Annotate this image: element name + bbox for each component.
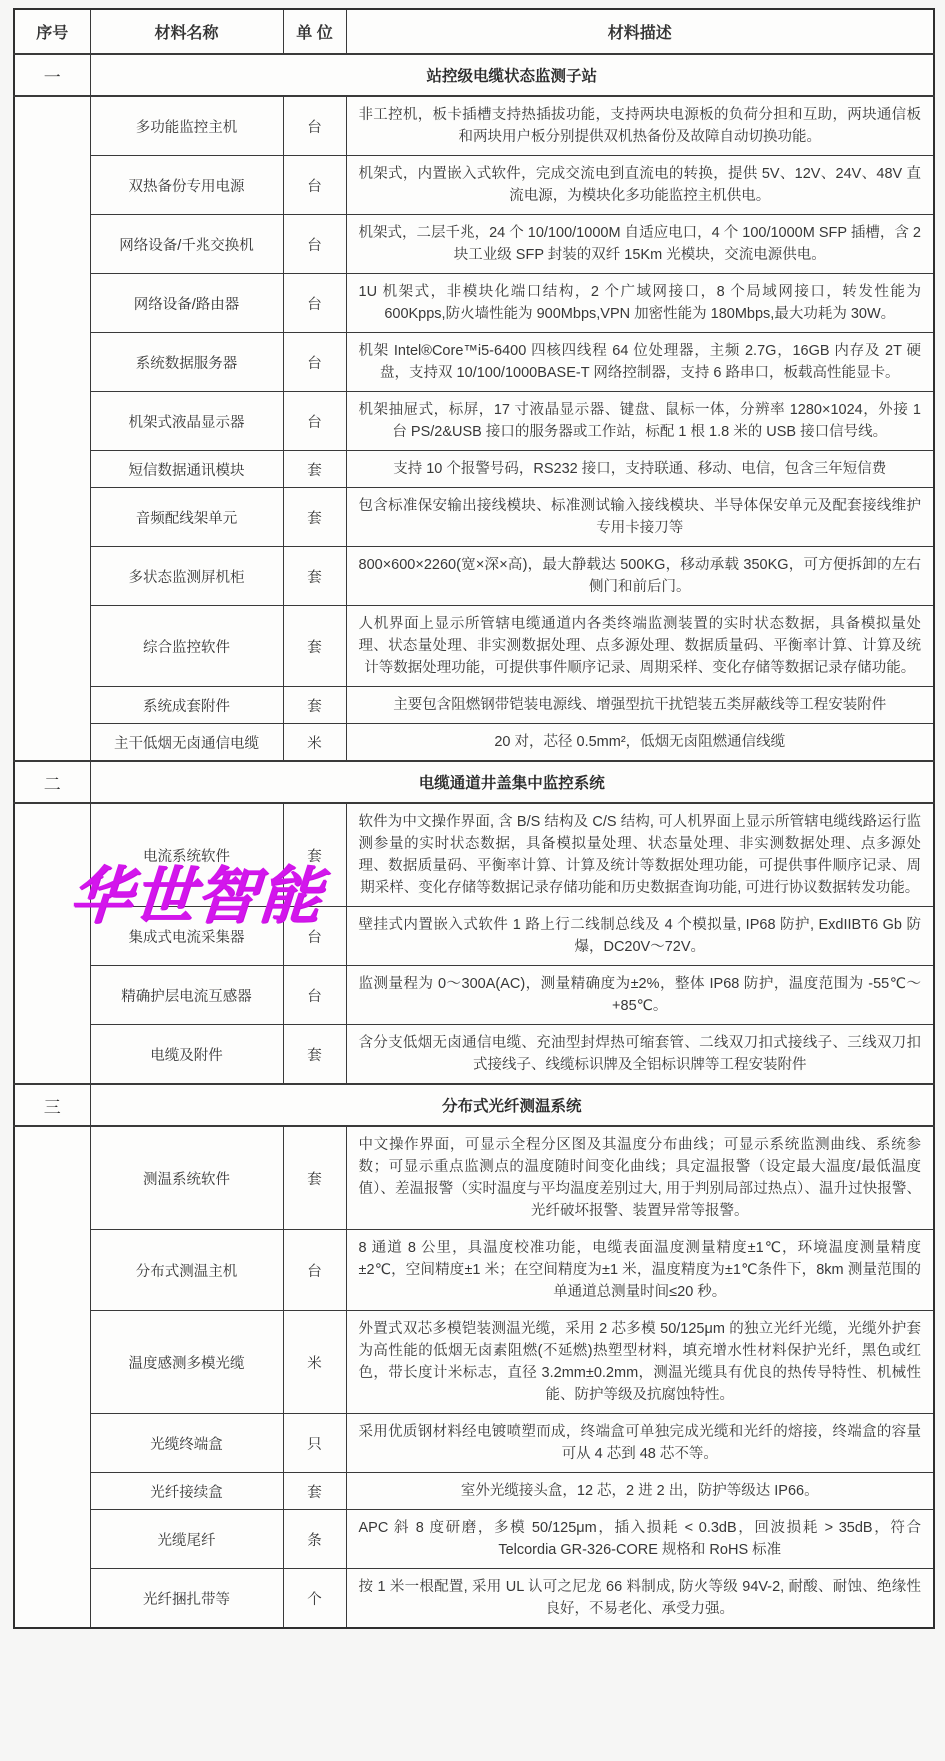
- section-title: 电缆通道井盖集中监控系统: [90, 761, 934, 803]
- section-title: 站控级电缆状态监测子站: [90, 54, 934, 96]
- material-name-cell: 电流系统软件: [90, 803, 283, 907]
- material-name-cell: 短信数据通讯模块: [90, 451, 283, 488]
- row-seq-cell: [14, 803, 90, 1084]
- material-row: [14, 1510, 934, 1569]
- material-unit-cell: 台: [283, 274, 346, 333]
- material-unit-cell: 台: [283, 333, 346, 392]
- material-row: [14, 1311, 934, 1414]
- material-name-cell: 光缆尾纤: [90, 1510, 283, 1569]
- material-name-cell: 音频配线架单元: [90, 488, 283, 547]
- material-unit-cell: 台: [283, 966, 346, 1025]
- material-name-cell: 主干低烟无卤通信电缆: [90, 724, 283, 762]
- watermark-text: 华世智能: [67, 862, 325, 931]
- material-unit-cell: 套: [283, 488, 346, 547]
- material-desc-cell: 支持 10 个报警号码，RS232 接口，支持联通、移动、电信，包含三年短信费: [346, 451, 934, 488]
- material-unit-cell: 套: [283, 687, 346, 724]
- material-name-cell: 网络设备/路由器: [90, 274, 283, 333]
- material-desc-cell: 8 通道 8 公里，具温度校准功能，电缆表面温度测量精度±1℃，环境温度测量精度±2℃，空间精度±1 米；在空间精度为±1 米，温度精度为±1℃条件下，8km 测量范围的单通道总测量时间≤20 秒。: [346, 1230, 934, 1311]
- material-desc-cell: 20 对，芯径 0.5mm²，低烟无卤阻燃通信线缆: [346, 724, 934, 762]
- material-desc-cell: 非工控机，板卡插槽支持热插拔功能，支持两块电源板的负荷分担和互助，两块通信板和两块用户板分别提供双机热备份及故障自动切换功能。: [346, 96, 934, 156]
- material-unit-cell: 套: [283, 606, 346, 687]
- material-unit-cell: 台: [283, 1230, 346, 1311]
- material-unit-cell: 套: [283, 451, 346, 488]
- material-name-cell: 温度感测多模光缆: [90, 1311, 283, 1414]
- material-unit-cell: 套: [283, 803, 346, 907]
- material-row: [14, 156, 934, 215]
- material-name-cell: 光缆终端盒: [90, 1414, 283, 1473]
- material-desc-cell: 软件为中文操作界面, 含 B/S 结构及 C/S 结构, 可人机界面上显示所管辖电缆线路运行监测参量的实时状态数据，具备模拟量处理、状态量处理、非实测数据处理、点多源处理、数据质量码、平衡率计算、计算及统计等数据处理功能，可提供事件顺序记录、周期采样、变化存储等数据记录存储功能和历史数据查询功能, 可进行协议数据转发功能。: [346, 803, 934, 907]
- col-header-desc: 材料描述: [346, 9, 934, 54]
- materials-table: [13, 8, 935, 1629]
- material-row: [14, 333, 934, 392]
- material-row: [14, 488, 934, 547]
- material-row: [14, 606, 934, 687]
- material-desc-cell: 采用优质钢材料经电镀喷塑而成，终端盒可单独完成光缆和光纤的熔接，终端盒的容量可从 4 芯到 48 芯不等。: [346, 1414, 934, 1473]
- material-unit-cell: 套: [283, 1473, 346, 1510]
- material-unit-cell: 套: [283, 547, 346, 606]
- material-name-cell: 光纤捆扎带等: [90, 1569, 283, 1629]
- material-desc-cell: 机架式，二层千兆，24 个 10/100/1000M 自适应电口，4 个 100/1000M SFP 插槽，含 2 块工业级 SFP 封装的双纤 15Km 光模块，交流电源供电。: [346, 215, 934, 274]
- material-row: [14, 803, 934, 907]
- material-name-cell: 多状态监测屏机柜: [90, 547, 283, 606]
- col-header-seq: 序号: [14, 9, 90, 54]
- material-row: [14, 687, 934, 724]
- material-desc-cell: 800×600×2260(宽×深×高)，最大静载达 500KG，移动承载 350KG，可方便拆卸的左右侧门和前后门。: [346, 547, 934, 606]
- material-name-cell: 多功能监控主机: [90, 96, 283, 156]
- row-seq-cell: [14, 96, 90, 761]
- material-row: [14, 1473, 934, 1510]
- material-row: [14, 215, 934, 274]
- material-desc-cell: 壁挂式内置嵌入式软件 1 路上行二线制总线及 4 个模拟量, IP68 防护, ExdIIBT6 Gb 防爆，DC20V～72V。: [346, 907, 934, 966]
- material-unit-cell: 台: [283, 156, 346, 215]
- material-desc-cell: 人机界面上显示所管辖电缆通道内各类终端监测装置的实时状态数据，具备模拟量处理、状态量处理、非实测数据处理、点多源处理、数据质量码、平衡率计算、计算及统计等数据处理功能，可提供事件顺序记录、周期采样、变化存储等数据记录存储功能。: [346, 606, 934, 687]
- material-desc-cell: 室外光缆接头盒，12 芯，2 进 2 出，防护等级达 IP66。: [346, 1473, 934, 1510]
- material-name-cell: 精确护层电流互感器: [90, 966, 283, 1025]
- material-desc-cell: 1U 机架式，非模块化端口结构，2 个广域网接口，8 个局域网接口，转发性能为 600Kpps,防火墙性能为 900Mbps,VPN 加密性能为 180Mbps,最大功耗为 30W。: [346, 274, 934, 333]
- material-desc-cell: APC 斜 8 度研磨，多模 50/125μm，插入损耗 < 0.3dB，回波损耗 > 35dB，符合 Telcordia GR-326-CORE 规格和 RoHS 标准: [346, 1510, 934, 1569]
- material-unit-cell: 只: [283, 1414, 346, 1473]
- section-row: [14, 54, 934, 96]
- material-row: [14, 966, 934, 1025]
- material-unit-cell: 台: [283, 96, 346, 156]
- row-seq-cell: [14, 1126, 90, 1628]
- material-name-cell: 网络设备/千兆交换机: [90, 215, 283, 274]
- col-header-unit: 单 位: [283, 9, 346, 54]
- material-desc-cell: 机架抽屉式，标屏，17 寸液晶显示器、键盘、鼠标一体，分辨率 1280×1024，外接 1 台 PS/2&USB 接口的服务器或工作站，标配 1 根 1.8 米的 USB 接口信号线。: [346, 392, 934, 451]
- material-name-cell: 分布式测温主机: [90, 1230, 283, 1311]
- material-desc-cell: 主要包含阻燃钢带铠装电源线、增强型抗干扰铠装五类屏蔽线等工程安装附件: [346, 687, 934, 724]
- material-unit-cell: 条: [283, 1510, 346, 1569]
- material-unit-cell: 台: [283, 215, 346, 274]
- material-row: [14, 1230, 934, 1311]
- header-row: [14, 9, 934, 54]
- material-row: [14, 547, 934, 606]
- material-unit-cell: 套: [283, 1025, 346, 1085]
- material-desc-cell: 机架 Intel®Core™i5-6400 四核四线程 64 位处理器，主频 2.7G，16GB 内存及 2T 硬盘，支持双 10/100/1000BASE-T 网络控制器，支持 6 路串口，板载高性能显卡。: [346, 333, 934, 392]
- material-desc-cell: 机架式，内置嵌入式软件，完成交流电到直流电的转换，提供 5V、12V、24V、48V 直流电源，为模块化多功能监控主机供电。: [346, 156, 934, 215]
- section-index: 一: [14, 54, 90, 96]
- material-unit-cell: 个: [283, 1569, 346, 1629]
- section-row: [14, 761, 934, 803]
- col-header-name: 材料名称: [90, 9, 283, 54]
- material-name-cell: 测温系统软件: [90, 1126, 283, 1230]
- material-name-cell: 机架式液晶显示器: [90, 392, 283, 451]
- section-title: 分布式光纤测温系统: [90, 1084, 934, 1126]
- material-name-cell: 电缆及附件: [90, 1025, 283, 1085]
- section-index: 三: [14, 1084, 90, 1126]
- material-desc-cell: 中文操作界面，可显示全程分区图及其温度分布曲线；可显示系统监测曲线、系统参数；可显示重点监测点的温度随时间变化曲线；具定温报警（设定最大温度/最低温度值）、差温报警（实时温度与平均温度差别过大, 用于判别局部过热点）、温升过快报警、光纤破坏报警、装置异常等报警。: [346, 1126, 934, 1230]
- materials-table-page: [13, 8, 933, 1629]
- material-unit-cell: 台: [283, 907, 346, 966]
- material-row: [14, 1569, 934, 1629]
- material-name-cell: 光纤接续盒: [90, 1473, 283, 1510]
- material-row: [14, 1126, 934, 1230]
- material-unit-cell: 台: [283, 392, 346, 451]
- material-name-cell: 综合监控软件: [90, 606, 283, 687]
- material-unit-cell: 米: [283, 724, 346, 762]
- material-row: [14, 392, 934, 451]
- material-name-cell: 系统数据服务器: [90, 333, 283, 392]
- material-desc-cell: 外置式双芯多模铠装测温光缆，采用 2 芯多模 50/125μm 的独立光纤光缆，光缆外护套为高性能的低烟无卤素阻燃(不延燃)热塑型材料，填充增水性材料保护光纤，黑色或红色，带长度计米标志，直径 3.2mm±0.2mm，测温光缆具有优良的热传导特性、机械性能、防护等级及抗腐蚀特性。: [346, 1311, 934, 1414]
- material-row: [14, 907, 934, 966]
- material-unit-cell: 米: [283, 1311, 346, 1414]
- material-desc-cell: 按 1 米一根配置, 采用 UL 认可之尼龙 66 料制成, 防火等级 94V-2, 耐酸、耐蚀、绝缘性良好，不易老化、承受力强。: [346, 1569, 934, 1629]
- material-desc-cell: 包含标准保安输出接线模块、标准测试输入接线模块、半导体保安单元及配套接线维护专用卡接刀等: [346, 488, 934, 547]
- material-desc-cell: 监测量程为 0～300A(AC)，测量精确度为±2%，整体 IP68 防护，温度范围为 -55℃～+85℃。: [346, 966, 934, 1025]
- section-index: 二: [14, 761, 90, 803]
- section-row: [14, 1084, 934, 1126]
- material-row: [14, 96, 934, 156]
- material-row: [14, 724, 934, 762]
- material-name-cell: 双热备份专用电源: [90, 156, 283, 215]
- material-row: [14, 451, 934, 488]
- material-desc-cell: 含分支低烟无卤通信电缆、充油型封焊热可缩套管、二线双刀扣式接线子、三线双刀扣式接线子、线缆标识牌及全铝标识牌等工程安装附件: [346, 1025, 934, 1085]
- material-row: [14, 274, 934, 333]
- material-name-cell: 集成式电流采集器: [90, 907, 283, 966]
- material-row: [14, 1025, 934, 1085]
- material-name-cell: 系统成套附件: [90, 687, 283, 724]
- material-row: [14, 1414, 934, 1473]
- material-unit-cell: 套: [283, 1126, 346, 1230]
